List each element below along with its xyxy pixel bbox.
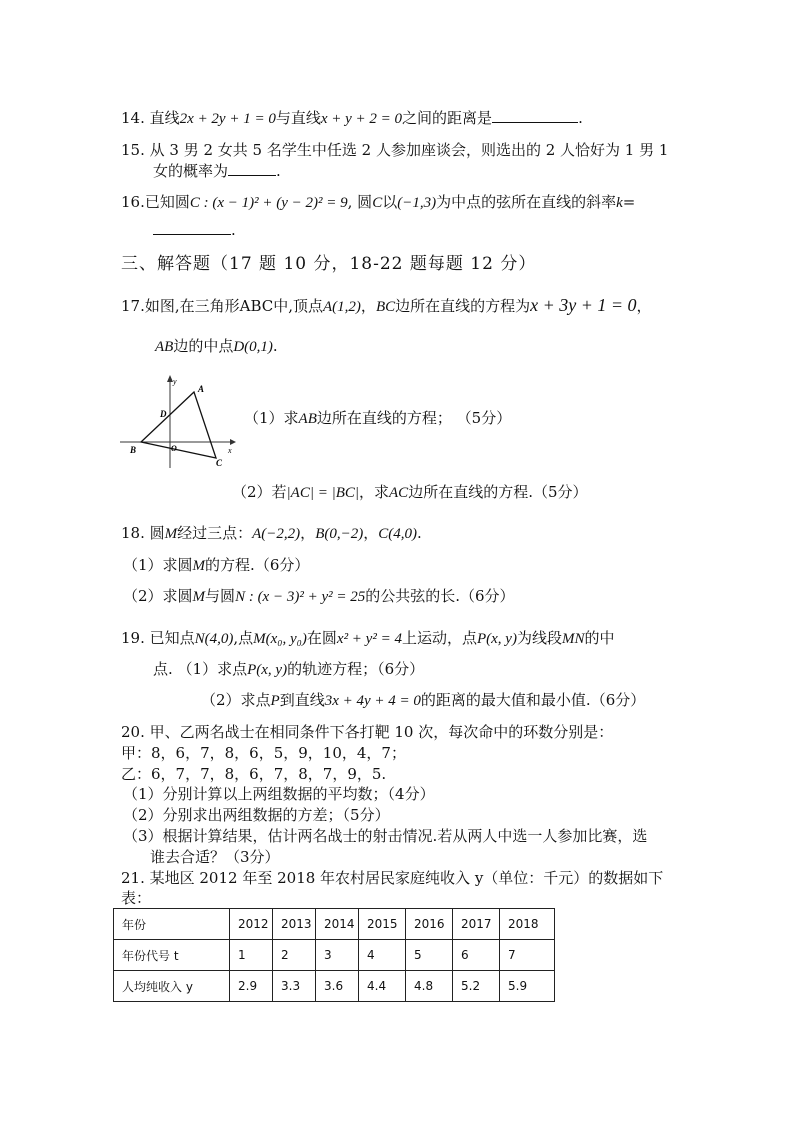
table-cell: 4.4 <box>359 971 406 1002</box>
vertex-a-label: A <box>198 384 205 394</box>
table-cell: 人均纯收入 y <box>114 971 230 1002</box>
q16-answer-blank <box>153 220 231 235</box>
table-cell: 2016 <box>406 909 453 940</box>
table-row <box>114 909 555 940</box>
q20-part3: （3）根据计算结果，估计两名战士的射击情况.若从两人中选一人参加比赛，选 <box>123 827 648 845</box>
table-cell: 2 <box>273 940 316 971</box>
question-18: 18. 圆M经过三点：A(−2,2)，B(0,−2)，C(4,0). <box>121 524 422 542</box>
q17-part2: （2）若|AC| = |BC|，求AC边所在直线的方程.（5分） <box>232 483 588 501</box>
table-cell: 5 <box>406 940 453 971</box>
question-20-line2: 甲：8，6，7，8，6，5，9，10，4，7； <box>121 744 406 762</box>
table-cell: 年份代号 t <box>114 940 230 971</box>
vertex-c-label: C <box>216 458 223 468</box>
q15-answer-blank <box>228 161 276 176</box>
q18-part2: （2）求圆M与圆N : (x − 3)² + y² = 25的公共弦的长.（6分） <box>123 587 515 605</box>
origin-label: O <box>171 444 177 453</box>
question-21-line2: 表： <box>121 889 152 907</box>
table-cell: 2017 <box>453 909 500 940</box>
x-axis-arrow <box>230 439 236 445</box>
table-cell: 2012 <box>230 909 273 940</box>
question-16-blank-line: . <box>153 220 236 240</box>
table-row <box>114 971 555 1002</box>
q19-part2: （2）求点P到直线3x + 4y + 4 = 0的距离的最大值和最小值.（6分） <box>201 691 646 709</box>
triangle-figure <box>118 372 238 468</box>
question-19-line1: 19. 已知点N(4,0),点M(x₀, y₀)在圆x² + y² = 4上运动，点P(x, y)为线段MN的中 <box>121 629 615 647</box>
question-15-line1: 15. 从 3 男 2 女共 5 名学生中任选 2 人参加座谈会，则选出的 2 人恰好为 1 男 1 <box>121 141 669 159</box>
table-cell: 4.8 <box>406 971 453 1002</box>
table-cell: 5.2 <box>453 971 500 1002</box>
q14-line2-equation: x + y + 2 = 0 <box>320 111 403 127</box>
income-table <box>113 908 555 1002</box>
q17-part1: （1）求AB边所在直线的方程； （5分） <box>244 409 512 427</box>
question-17-line1: 17.如图,在三角形ABC中,顶点A(1,2)，BC边所在直线的方程为x + 3y + 1 = 0， <box>121 295 652 315</box>
table-cell: 4 <box>359 940 406 971</box>
table-cell: 7 <box>500 940 555 971</box>
q14-answer-blank <box>492 108 578 123</box>
q20-part1: （1）分别计算以上两组数据的平均数；（4分） <box>123 785 435 803</box>
table-cell: 2015 <box>359 909 406 940</box>
y-axis-label: y <box>173 377 177 386</box>
table-row <box>114 940 555 971</box>
question-20-line1: 20. 甲、乙两名战士在相同条件下各打靶 10 次，每次命中的环数分别是： <box>121 723 614 741</box>
q14-number: 14. <box>121 109 145 127</box>
table-cell: 5.9 <box>500 971 555 1002</box>
table-cell: 2014 <box>316 909 359 940</box>
point-d-label: D <box>160 409 167 419</box>
question-16: 16.已知圆C : (x − 1)² + (y − 2)² = 9, 圆C以(−1,3)为中点的弦所在直线的斜率k= <box>121 193 636 211</box>
question-14: 14. 直线2x + 2y + 1 = 0与直线x + y + 2 = 0之间的距离是 . <box>121 109 583 127</box>
q16-circle-equation: C : (x − 1)² + (y − 2)² = 9 <box>189 195 348 211</box>
table-cell: 1 <box>230 940 273 971</box>
table-cell: 3 <box>316 940 359 971</box>
triangle-abc <box>141 392 216 458</box>
table-cell: 2.9 <box>230 971 273 1002</box>
section-heading: 三、解答题（17 题 10 分，18-22 题每题 12 分） <box>121 254 537 274</box>
x-axis-label: x <box>228 446 232 455</box>
question-15-line2: 女的概率为 . <box>153 162 281 180</box>
table-cell: 年份 <box>114 909 230 940</box>
table-cell: 2013 <box>273 909 316 940</box>
table-cell: 6 <box>453 940 500 971</box>
question-20-line3: 乙：6，7，7，8，6，7，8，7，9，5. <box>121 765 387 783</box>
q20-part2: （2）分别求出两组数据的方差；（5分） <box>123 806 390 824</box>
vertex-b-label: B <box>130 445 137 455</box>
table-cell: 3.6 <box>316 971 359 1002</box>
question-19-line2: 点. （1）求点P(x, y)的轨迹方程；（6分） <box>153 660 425 678</box>
q14-line1-equation: 2x + 2y + 1 = 0 <box>179 111 276 127</box>
table-cell: 2018 <box>500 909 555 940</box>
q18-part1: （1）求圆M的方程.（6分） <box>123 556 310 574</box>
table-cell: 3.3 <box>273 971 316 1002</box>
question-21-line1: 21. 某地区 2012 年至 2018 年农村居民家庭纯收入 y（单位：千元）的数据如下 <box>121 869 664 887</box>
question-17-line2: AB边的中点D(0,1). <box>155 337 278 355</box>
q20-part3-cont: 谁去合适？（3分） <box>150 848 280 866</box>
q17-bc-equation: x + 3y + 1 = 0 <box>530 295 637 315</box>
